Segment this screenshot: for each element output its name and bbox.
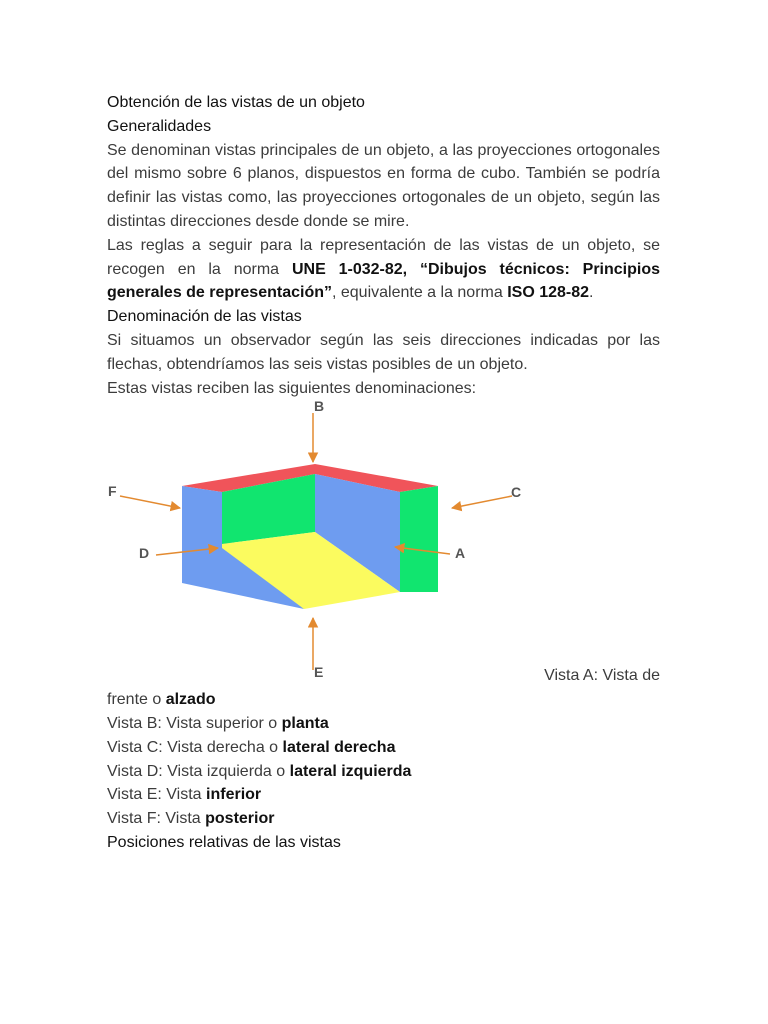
view-a-line-1: Vista A: Vista de	[544, 667, 660, 685]
view-term: inferior	[206, 786, 262, 804]
view-c-item	[107, 736, 660, 760]
arrow-f	[120, 496, 180, 508]
label-e: E	[314, 664, 324, 679]
cube-views-diagram	[0, 400, 768, 678]
view-term: posterior	[205, 810, 275, 828]
view-f-item	[107, 807, 660, 831]
paragraph-denominacion-2: Estas vistas reciben las siguientes denominaciones:	[107, 379, 477, 397]
label-b: B	[314, 400, 325, 415]
paragraph-generalidades-1: Se denominan vistas principales de un objeto, a las proyecciones ortogonales del mismo sobre 6 planos, dispuestos en forma de cubo. También se podría definir las vistas como, las proyecciones ortogonales de un objeto, según las distintas direcciones desde donde se mire.	[107, 141, 660, 230]
text-run: .	[589, 284, 594, 302]
document-title: Obtención de las vistas de un objeto	[107, 94, 365, 111]
norma-iso-reference: ISO 128-82	[507, 284, 590, 302]
norma-une-reference: UNE 1-032-82, “Dibujos técnicos: Principios generales de representación”	[107, 260, 661, 302]
label-c: C	[511, 484, 522, 501]
view-term: lateral derecha	[282, 738, 396, 756]
text-run: Vista C: Vista derecha o	[107, 738, 283, 756]
cube-right-green-face	[400, 486, 438, 592]
paragraph-denominacion-1: Si situamos un observador según las seis direcciones indicadas por las flechas, obtendríamos las seis vistas posibles de un objeto.	[107, 331, 660, 373]
text-run: frente o	[107, 691, 166, 709]
text-run: Vista B: Vista superior o	[107, 714, 282, 732]
text-run: Vista E: Vista	[107, 786, 207, 804]
text-run: Vista F: Vista	[107, 810, 206, 828]
text-run: Vista D: Vista izquierda o	[107, 762, 290, 780]
section-heading-denominacion: Denominación de las vistas	[107, 308, 302, 326]
label-f: F	[108, 483, 117, 500]
view-term: alzado	[165, 691, 216, 709]
view-e-item	[107, 783, 660, 807]
view-a-line-2	[107, 688, 660, 712]
view-term: lateral izquierda	[289, 762, 412, 780]
text-run: , equivalente a la norma	[331, 284, 508, 302]
section-heading-posiciones: Posiciones relativas de las vistas	[107, 833, 341, 851]
view-b-item	[107, 712, 660, 736]
document-page	[107, 91, 660, 855]
label-d: D	[139, 545, 150, 562]
view-term: planta	[281, 714, 329, 732]
cube-views-figure	[107, 400, 660, 678]
arrow-c	[452, 496, 512, 508]
text-run: Las reglas a seguir para la representación de las vistas de un objeto, se recogen en la norma	[107, 236, 660, 278]
view-d-item	[107, 760, 660, 784]
paragraph-generalidades-2	[107, 234, 660, 305]
label-a: A	[455, 545, 466, 562]
section-heading-generalidades: Generalidades	[107, 117, 212, 135]
